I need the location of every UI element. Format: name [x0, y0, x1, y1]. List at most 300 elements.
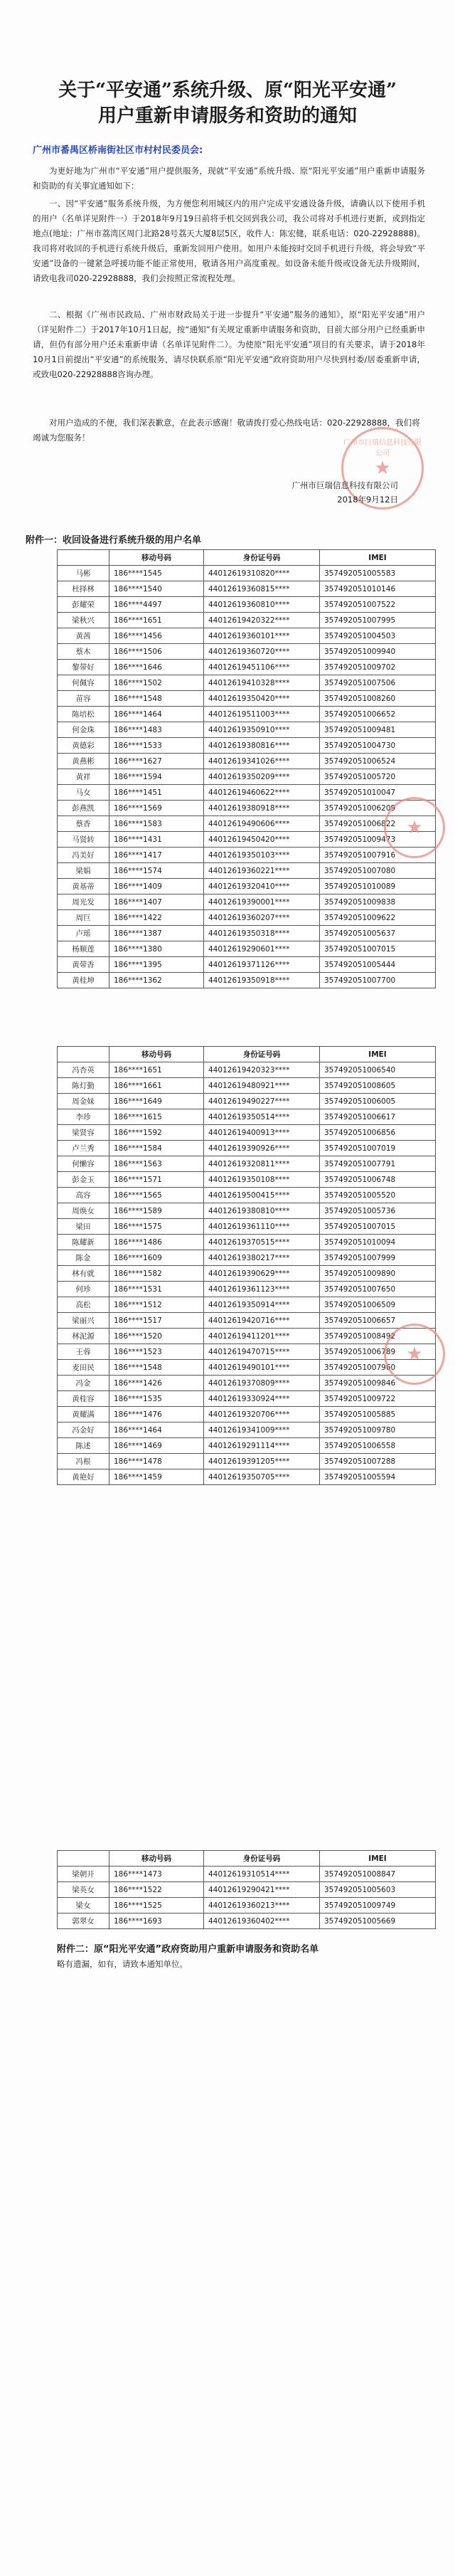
cell-name: 周金妹	[58, 1094, 109, 1109]
cell-imei: 357492051009890	[320, 1266, 436, 1282]
cell-id: 44012619360213****	[204, 1898, 320, 1913]
cell-imei: 357492051007960	[320, 1360, 436, 1376]
cell-imei: 357492051010047	[320, 785, 436, 801]
cell-name: 彭金玉	[58, 1172, 109, 1188]
cell-phone: 186****1592	[109, 1125, 204, 1141]
cell-name: 冯杏英	[58, 1062, 109, 1078]
cell-name: 何佩容	[58, 675, 109, 691]
cell-phone: 186****1422	[109, 910, 204, 926]
cell-imei: 357492051006748	[320, 1172, 436, 1188]
cell-phone: 186****1569	[109, 801, 204, 816]
header-imei: IMEI	[320, 1047, 436, 1062]
cell-phone: 186****1661	[109, 1078, 204, 1094]
cell-id: 44012619350918****	[204, 973, 320, 988]
cell-name: 梁女	[58, 1898, 109, 1913]
cell-name: 陈灯勤	[58, 1078, 109, 1094]
cell-imei: 357492051006540	[320, 1062, 436, 1078]
cell-phone: 186****1548	[109, 1360, 204, 1376]
header-name	[58, 1047, 109, 1062]
table-row	[58, 910, 436, 926]
cell-imei: 357492051007999	[320, 1250, 436, 1266]
cell-imei: 357492051008605	[320, 1078, 436, 1094]
notice-title-line-2: 用户重新申请服务和资助的通知	[97, 105, 357, 127]
table-row	[58, 1391, 436, 1407]
cell-imei: 357492051008492	[320, 1329, 436, 1344]
table-row	[58, 1078, 436, 1094]
table-row	[58, 894, 436, 910]
cell-imei: 357492051007916	[320, 848, 436, 863]
cell-name: 黄桂容	[58, 1391, 109, 1407]
cell-phone: 186****1565	[109, 1188, 204, 1203]
cell-name: 卢瑶	[58, 926, 109, 941]
cell-name: 马贤转	[58, 832, 109, 848]
cell-name: 黄燕彬	[58, 754, 109, 769]
table-row	[58, 926, 436, 941]
header-name	[58, 550, 109, 566]
cell-name: 陈述	[58, 1438, 109, 1454]
cell-phone: 186****1582	[109, 1266, 204, 1282]
cell-name: 黄祥	[58, 769, 109, 785]
cell-imei: 357492051006209	[320, 801, 436, 816]
cell-id: 44012619341009****	[204, 1422, 320, 1438]
cell-imei: 357492051005637	[320, 926, 436, 941]
annex1-table-2	[57, 1046, 436, 1485]
table-row	[58, 566, 436, 581]
annex1-table-3	[57, 1850, 436, 1929]
cell-id: 44012619380918****	[204, 801, 320, 816]
table-row	[58, 1250, 436, 1266]
cell-phone: 186****1502	[109, 675, 204, 691]
cell-imei: 357492051005444	[320, 957, 436, 973]
table-row	[58, 754, 436, 769]
cell-id: 44012619450420****	[204, 832, 320, 848]
signature-company: 广州市巨瑞信息科技有限公司	[291, 480, 398, 490]
table-row	[58, 1062, 436, 1078]
cell-phone: 186****1594	[109, 769, 204, 785]
annex1-heading: 附件一：收回设备进行系统升级的用户名单	[26, 535, 202, 546]
cell-imei: 357492051006558	[320, 1438, 436, 1454]
table-row	[58, 1125, 436, 1141]
cell-name: 梁英女	[58, 1882, 109, 1898]
cell-name: 卢兰秀	[58, 1141, 109, 1156]
cell-imei: 357492051005736	[320, 1203, 436, 1219]
header-id: 身份证号码	[204, 1851, 320, 1867]
cell-id: 44012619370809****	[204, 1376, 320, 1391]
cell-imei: 357492051009940	[320, 644, 436, 660]
cell-phone: 186****1451	[109, 785, 204, 801]
table-header-row	[58, 1851, 436, 1867]
cell-id: 44012619350420****	[204, 691, 320, 707]
cell-imei: 357492051006657	[320, 1313, 436, 1329]
cell-imei: 357492051005720	[320, 769, 436, 785]
cell-name: 高松	[58, 1297, 109, 1313]
table-row	[58, 941, 436, 957]
cell-phone: 186****1646	[109, 660, 204, 675]
cell-name: 彭耀荣	[58, 597, 109, 613]
table-row	[58, 801, 436, 816]
header-phone: 移动号码	[109, 550, 204, 566]
table-row	[58, 785, 436, 801]
cell-imei: 357492051007700	[320, 973, 436, 988]
table-row	[58, 1422, 436, 1438]
cell-name: 黄茜	[58, 628, 109, 644]
cell-phone: 186****1387	[109, 926, 204, 941]
cell-name: 陈耀新	[58, 1235, 109, 1250]
cell-name: 周光发	[58, 894, 109, 910]
cell-id: 44012619490606****	[204, 816, 320, 832]
cell-name: 黄带香	[58, 957, 109, 973]
cell-name: 蔡木	[58, 644, 109, 660]
cell-phone: 186****1395	[109, 957, 204, 973]
cell-phone: 186****1431	[109, 832, 204, 848]
table-header-row	[58, 550, 436, 566]
page-seal-icon	[384, 1324, 445, 1385]
cell-id: 44012619420323****	[204, 1062, 320, 1078]
cell-imei: 357492051005594	[320, 1469, 436, 1485]
cell-name: 梁贤容	[58, 1125, 109, 1141]
cell-id: 44012619390001****	[204, 894, 320, 910]
table-row	[58, 1376, 436, 1391]
cell-phone: 186****1583	[109, 816, 204, 832]
table-row	[58, 1094, 436, 1109]
cell-id: 44012619330924****	[204, 1391, 320, 1407]
cell-id: 44012619290421****	[204, 1882, 320, 1898]
cell-name: 陈培松	[58, 707, 109, 722]
company-seal-icon: 广州市巨瑞信息科技有限公司 ★	[341, 427, 424, 510]
cell-imei: 357492051009749	[320, 1898, 436, 1913]
notice-closing: 对用户造成的不便，我们深表歉意，在此表示感谢！敬请拨打爱心热线电话：020-22928888，我们将竭诚为您服务！	[33, 418, 420, 443]
cell-phone: 186****1473	[109, 1867, 204, 1882]
table-row	[58, 1329, 436, 1344]
cell-phone: 186****1512	[109, 1297, 204, 1313]
table-row	[58, 660, 436, 675]
cell-phone: 186****1486	[109, 1235, 204, 1250]
cell-phone: 186****4497	[109, 597, 204, 613]
table-row	[58, 1219, 436, 1235]
cell-name: 冯金好	[58, 1422, 109, 1438]
cell-imei: 357492051006856	[320, 1125, 436, 1141]
cell-id: 44012619390926****	[204, 1141, 320, 1156]
cell-imei: 357492051005520	[320, 1188, 436, 1203]
cell-id: 44012619350108****	[204, 1172, 320, 1188]
table-row	[58, 597, 436, 613]
table-row	[58, 722, 436, 738]
cell-imei: 357492051006789	[320, 1344, 436, 1360]
cell-phone: 186****1456	[109, 628, 204, 644]
table-row	[58, 691, 436, 707]
cell-phone: 186****1476	[109, 1407, 204, 1422]
cell-name: 林有就	[58, 1266, 109, 1282]
notice-paragraph-2: 一、因“平安通”服务系统升级，为方便您利用城区内的用户完成平安通设备升级，请确认以下使用手机的用户（名单详见附件一）于2018年9月19日前将手机交回到我公司，我公司将对手机进行更新，或到指定地点(地址：广州市荔湾区周门北路28号荔天大厦8层5区，收件人：陈宏健，联系电话：020-22928888)。我司将对收回的手机进行系统升级后，重新发回用户使用。如用户未能按时交回手机进行升级，将会导致“平安通”设备的一键紧急呼援功能不能正常使用，敬请各用户高度重视。如设备未能升级或设备无法升级期间，请致电我司020-22928888，我们会按照正常流程处理。	[33, 199, 425, 283]
cell-imei: 357492051007506	[320, 675, 436, 691]
cell-imei: 357492051009481	[320, 722, 436, 738]
table-row	[58, 1344, 436, 1360]
cell-id: 44012619291114****	[204, 1438, 320, 1454]
cell-name: 何懒容	[58, 1156, 109, 1172]
table-row	[58, 973, 436, 988]
cell-phone: 186****1506	[109, 644, 204, 660]
cell-name: 何珍	[58, 1282, 109, 1297]
cell-name: 杜择林	[58, 581, 109, 597]
cell-name: 黎带好	[58, 660, 109, 675]
cell-phone: 186****1535	[109, 1391, 204, 1407]
table-row	[58, 1867, 436, 1882]
cell-imei: 357492051007080	[320, 863, 436, 879]
cell-name: 何金珠	[58, 722, 109, 738]
cell-phone: 186****1520	[109, 1329, 204, 1344]
cell-name: 黄艳好	[58, 1469, 109, 1485]
cell-name: 周巨	[58, 910, 109, 926]
cell-name: 王蓉	[58, 1344, 109, 1360]
table-row	[58, 1109, 436, 1125]
cell-phone: 186****1575	[109, 1219, 204, 1235]
cell-id: 44012619460622****	[204, 785, 320, 801]
cell-name: 黄基蒂	[58, 879, 109, 894]
cell-phone: 186****1651	[109, 613, 204, 628]
cell-name: 李珍	[58, 1109, 109, 1125]
cell-id: 44012619350705****	[204, 1469, 320, 1485]
cell-id: 44012619341026****	[204, 754, 320, 769]
table-row	[58, 1203, 436, 1219]
cell-imei: 357492051007791	[320, 1156, 436, 1172]
notice-paragraph-3: 二、根据《广州市民政局、广州市财政局关于进一步提升“平安通”服务的通知》，原“阳光平安通”用户（详见附件二）于2017年10月1日起，按“通知”有关规定重新申请服务和资助，目前大部分用户已经重新申请，但仍有部分用户还未重新申请（名单详见附件二）。为使原“阳光平安通”项目的有关要求，请于2018年10月1日前提出“平安通”的系统服务，请尽快联系原“阳光平安通”政府资助用户尽快到村委/居委重新申请，或致电020-22928888咨询办理。	[33, 310, 425, 379]
table-row	[58, 879, 436, 894]
notice-paragraph-1: 为更好地为广州市“平安通”用户提供服务，现就“平安通”系统升级、原“阳光平安通”用户重新申请服务和资助的有关事宜通知如下：	[33, 166, 425, 191]
cell-phone: 186****1609	[109, 1250, 204, 1266]
cell-id: 44012619380816****	[204, 738, 320, 754]
table-row	[58, 1188, 436, 1203]
cell-phone: 186****1426	[109, 1376, 204, 1391]
table-row	[58, 1156, 436, 1172]
cell-name: 周焕女	[58, 1203, 109, 1219]
cell-name: 马彬	[58, 566, 109, 581]
cell-name: 黄德彩	[58, 738, 109, 754]
cell-name: 彭燕凯	[58, 801, 109, 816]
cell-phone: 186****1362	[109, 973, 204, 988]
cell-imei: 357492051005603	[320, 1882, 436, 1898]
cell-imei: 357492051009846	[320, 1376, 436, 1391]
cell-id: 44012619490227****	[204, 1094, 320, 1109]
cell-id: 44012619490101****	[204, 1360, 320, 1376]
table-row	[58, 738, 436, 754]
cell-id: 44012619350318****	[204, 926, 320, 941]
cell-phone: 186****1545	[109, 566, 204, 581]
cell-name: 梁丽兴	[58, 1313, 109, 1329]
cell-id: 44012619410328****	[204, 675, 320, 691]
table-row	[58, 816, 436, 832]
cell-imei: 357492051007015	[320, 941, 436, 957]
table-row	[58, 1282, 436, 1297]
cell-id: 44012619361110****	[204, 1219, 320, 1235]
cell-id: 44012619290601****	[204, 941, 320, 957]
table-row	[58, 848, 436, 863]
cell-id: 44012619360810****	[204, 597, 320, 613]
cell-id: 44012619320706****	[204, 1407, 320, 1422]
cell-imei: 357492051008260	[320, 691, 436, 707]
table-row	[58, 769, 436, 785]
cell-id: 44012619411201****	[204, 1329, 320, 1344]
table-row	[58, 1882, 436, 1898]
cell-id: 44012619310514****	[204, 1867, 320, 1882]
cell-imei: 357492051007288	[320, 1454, 436, 1469]
cell-imei: 357492051006617	[320, 1109, 436, 1125]
header-id: 身份证号码	[204, 550, 320, 566]
cell-id: 44012619391205****	[204, 1454, 320, 1469]
table-row	[58, 644, 436, 660]
table-row	[58, 1266, 436, 1282]
cell-phone: 186****1517	[109, 1313, 204, 1329]
header-imei: IMEI	[320, 1851, 436, 1867]
cell-id: 44012619350209****	[204, 769, 320, 785]
table-row	[58, 675, 436, 691]
cell-phone: 186****1380	[109, 941, 204, 957]
cell-imei: 357492051009722	[320, 1391, 436, 1407]
cell-imei: 357492051009780	[320, 1422, 436, 1438]
addressee: 广州市番禺区桥南街社区市村村民委员会:	[33, 145, 203, 156]
cell-phone: 186****1533	[109, 738, 204, 754]
table-row	[58, 1172, 436, 1188]
cell-name: 黄桂坤	[58, 973, 109, 988]
cell-imei: 357492051004503	[320, 628, 436, 644]
cell-imei: 357492051005583	[320, 566, 436, 581]
cell-id: 44012619350103****	[204, 848, 320, 863]
table-row	[58, 863, 436, 879]
cell-imei: 357492051004730	[320, 738, 436, 754]
cell-phone: 186****1464	[109, 707, 204, 722]
cell-phone: 186****1409	[109, 879, 204, 894]
cell-imei: 357492051007015	[320, 1219, 436, 1235]
cell-name: 蔡香	[58, 816, 109, 832]
cell-phone: 186****1407	[109, 894, 204, 910]
annex1-table-1	[57, 549, 436, 988]
cell-imei: 357492051009473	[320, 832, 436, 848]
cell-imei: 357492051006822	[320, 816, 436, 832]
cell-id: 44012619400913****	[204, 1125, 320, 1141]
cell-name: 杨顺莲	[58, 941, 109, 957]
cell-phone: 186****1649	[109, 1094, 204, 1109]
cell-imei: 357492051007650	[320, 1282, 436, 1297]
cell-id: 44012619470715****	[204, 1344, 320, 1360]
cell-imei: 357492051008847	[320, 1867, 436, 1882]
cell-imei: 357492051010146	[320, 581, 436, 597]
table-row	[58, 628, 436, 644]
header-phone: 移动号码	[109, 1047, 204, 1062]
header-imei: IMEI	[320, 550, 436, 566]
cell-id: 44012619390629****	[204, 1266, 320, 1282]
cell-phone: 186****1478	[109, 1454, 204, 1469]
header-id: 身份证号码	[204, 1047, 320, 1062]
cell-imei: 357492051006652	[320, 707, 436, 722]
cell-name: 林泥源	[58, 1329, 109, 1344]
cell-phone: 186****1540	[109, 581, 204, 597]
cell-name: 苗容	[58, 691, 109, 707]
cell-imei: 357492051007019	[320, 1141, 436, 1156]
cell-phone: 186****1525	[109, 1898, 204, 1913]
cell-id: 44012619420322****	[204, 613, 320, 628]
cell-phone: 186****1584	[109, 1141, 204, 1156]
annex2-heading: 附件二：原“阳光平安通”政府资助用户重新申请服务和资助名单	[57, 1944, 319, 1955]
table-row	[58, 707, 436, 722]
cell-id: 44012619420716****	[204, 1313, 320, 1329]
cell-phone: 186****1523	[109, 1344, 204, 1360]
cell-id: 44012619500415****	[204, 1188, 320, 1203]
table-row	[58, 1360, 436, 1376]
cell-id: 44012619350914****	[204, 1297, 320, 1313]
cell-imei: 357492051007522	[320, 597, 436, 613]
table-row	[58, 1913, 436, 1929]
cell-id: 44012619371126****	[204, 957, 320, 973]
cell-phone: 186****1531	[109, 1282, 204, 1297]
cell-id: 44012619451106****	[204, 660, 320, 675]
cell-phone: 186****1574	[109, 863, 204, 879]
cell-id: 44012619511003****	[204, 707, 320, 722]
cell-phone: 186****1522	[109, 1882, 204, 1898]
cell-id: 44012619370515****	[204, 1235, 320, 1250]
cell-imei: 357492051007995	[320, 613, 436, 628]
cell-imei: 357492051009702	[320, 660, 436, 675]
cell-imei: 357492051010094	[320, 1235, 436, 1250]
cell-imei: 357492051005669	[320, 1913, 436, 1929]
cell-name: 麦田民	[58, 1360, 109, 1376]
cell-id: 44012619480921****	[204, 1078, 320, 1094]
header-phone: 移动号码	[109, 1851, 204, 1867]
table-row	[58, 1235, 436, 1250]
cell-phone: 186****1651	[109, 1062, 204, 1078]
cell-phone: 186****1627	[109, 754, 204, 769]
cell-phone: 186****1469	[109, 1438, 204, 1454]
table-row	[58, 613, 436, 628]
cell-name: 梁朝开	[58, 1867, 109, 1882]
table-row	[58, 1454, 436, 1469]
cell-phone: 186****1464	[109, 1422, 204, 1438]
cell-name: 陈金	[58, 1250, 109, 1266]
cell-id: 44012619360402****	[204, 1913, 320, 1929]
cell-phone: 186****1548	[109, 691, 204, 707]
annex2-note: 略有遗漏，如有，请致本通知单位。	[57, 1959, 188, 1969]
cell-id: 44012619320410****	[204, 879, 320, 894]
cell-id: 44012619310820****	[204, 566, 320, 581]
table-row	[58, 957, 436, 973]
page-seal-icon	[384, 797, 445, 858]
cell-phone: 186****1571	[109, 1172, 204, 1188]
cell-imei: 357492051005885	[320, 1407, 436, 1422]
cell-phone: 186****1417	[109, 848, 204, 863]
cell-id: 44012619360221****	[204, 863, 320, 879]
cell-imei: 357492051006524	[320, 754, 436, 769]
cell-id: 44012619360815****	[204, 581, 320, 597]
table-row	[58, 1469, 436, 1485]
cell-name: 黄耀满	[58, 1407, 109, 1422]
table-row	[58, 1898, 436, 1913]
cell-phone: 186****1693	[109, 1913, 204, 1929]
cell-name: 梁娟	[58, 863, 109, 879]
header-name	[58, 1851, 109, 1867]
cell-id: 44012619350910****	[204, 722, 320, 738]
cell-imei: 357492051010089	[320, 879, 436, 894]
cell-id: 44012619360207****	[204, 910, 320, 926]
cell-id: 44012619360720****	[204, 644, 320, 660]
cell-id: 44012619380810****	[204, 1203, 320, 1219]
cell-id: 44012619360101****	[204, 628, 320, 644]
cell-id: 44012619361123****	[204, 1282, 320, 1297]
cell-id: 44012619320811****	[204, 1156, 320, 1172]
cell-id: 44012619380217****	[204, 1250, 320, 1266]
table-row	[58, 1141, 436, 1156]
cell-name: 马女	[58, 785, 109, 801]
signature-block	[292, 478, 399, 507]
cell-phone: 186****1483	[109, 722, 204, 738]
signature-date: 2018年9月12日	[337, 495, 398, 505]
